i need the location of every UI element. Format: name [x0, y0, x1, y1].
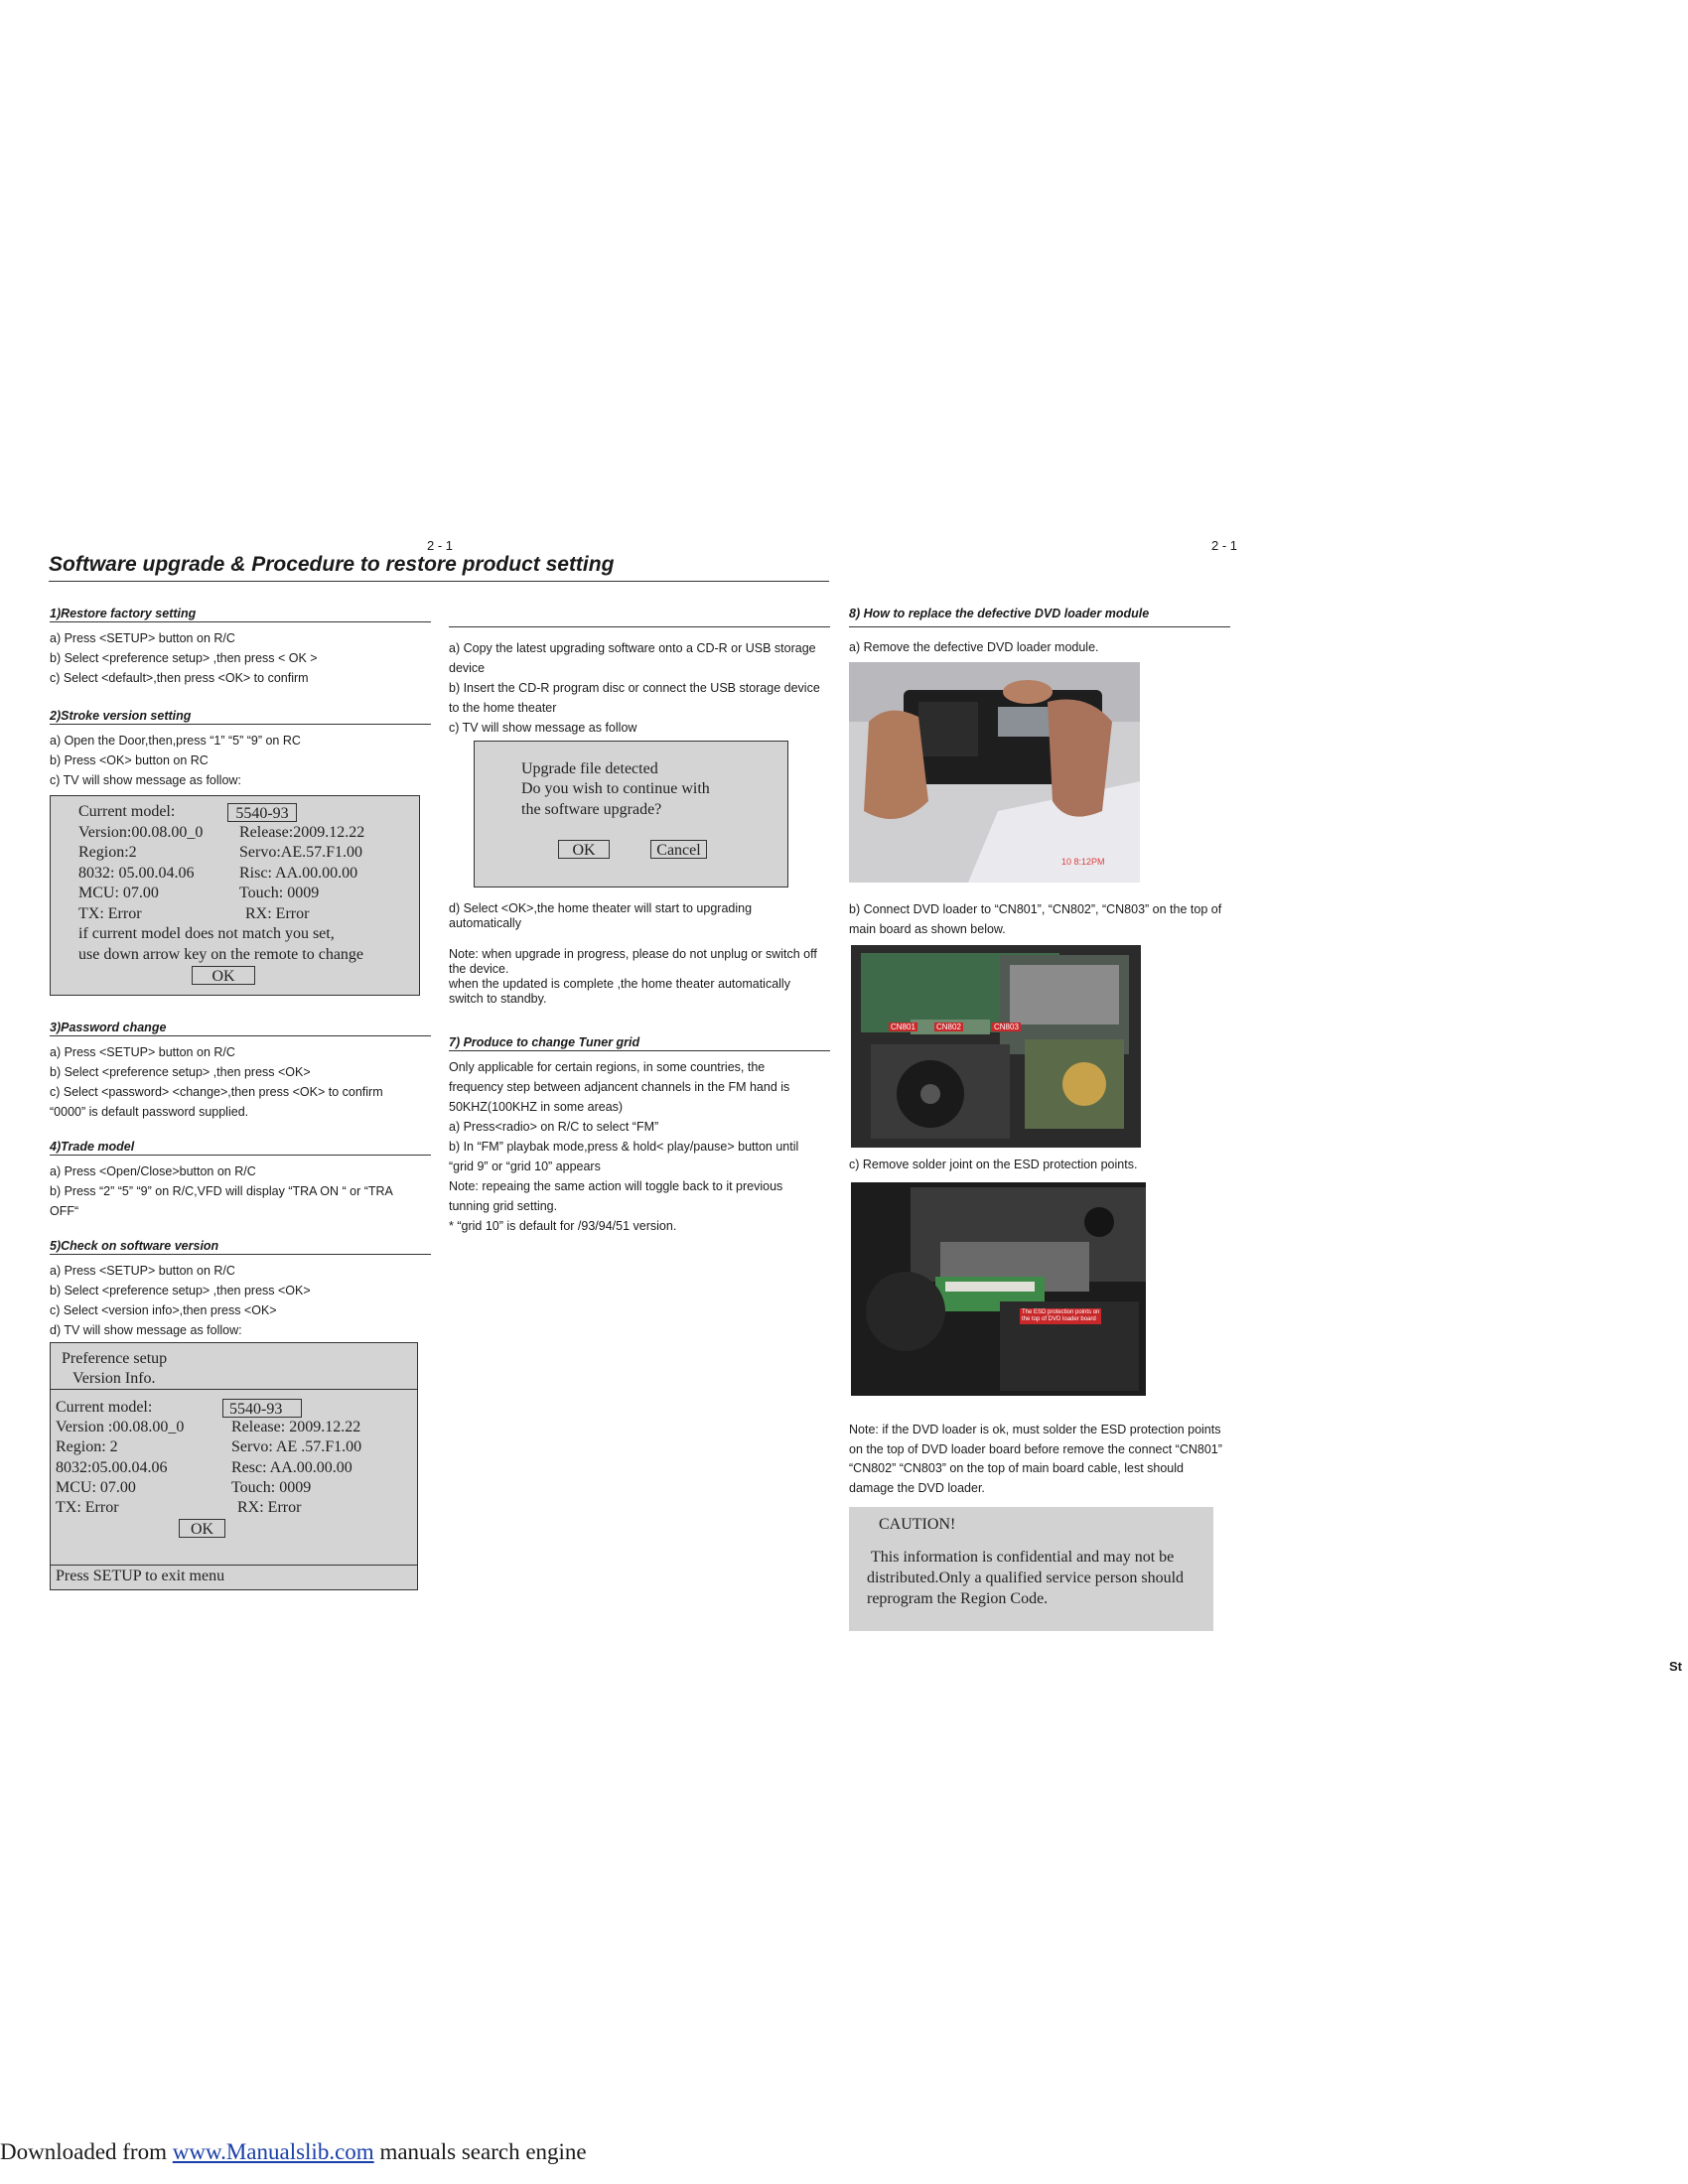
- release-text: Release:2009.12.22: [239, 824, 365, 841]
- section-divider: [449, 1050, 830, 1051]
- section-heading-password-change: 3)Password change: [50, 1021, 167, 1034]
- caution-line: This information is confidential and may not be: [871, 1549, 1175, 1566]
- section-restore-factory-steps: [50, 628, 318, 688]
- step-line: automatically: [449, 916, 521, 930]
- current-model-label: Current model:: [78, 803, 176, 820]
- footer-suffix: manuals search engine: [373, 2139, 587, 2164]
- page-number-left: 2 - 1: [427, 538, 454, 553]
- tv-message-panel-version-info: [50, 1342, 418, 1590]
- section-upgrade-steps: [449, 638, 820, 738]
- photo-esd-points-image: [851, 1182, 1146, 1396]
- section-heading-tuner-grid: 7) Produce to change Tuner grid: [449, 1035, 640, 1049]
- connector-label: CN802: [936, 1023, 961, 1031]
- note-line: when the updated is complete ,the home theater automatically: [449, 977, 790, 991]
- photo-remove-loader: [849, 662, 1140, 883]
- step-line: b) In “FM” playbak mode,press & hold< play/pause> button until: [449, 1140, 799, 1154]
- upgrade-message-line: Do you wish to continue with: [521, 780, 710, 797]
- section-divider: [50, 1155, 431, 1156]
- step-line: a) Press <Open/Close>button on R/C: [50, 1164, 256, 1178]
- step-line: “grid 9” or “grid 10” appears: [449, 1160, 601, 1173]
- corner-text: St: [1669, 1659, 1682, 1674]
- section-heading-trade-model: 4)Trade model: [50, 1140, 135, 1154]
- section-divider: [449, 626, 830, 627]
- step-line: c) Select <default>,then press <OK> to confirm: [50, 671, 309, 685]
- step-line: a) Press <SETUP> button on R/C: [50, 631, 235, 645]
- panel-header-title: Preference setup: [62, 1350, 168, 1367]
- version-text: Version:00.08.00_0: [78, 824, 204, 841]
- upgrade-note: [449, 947, 817, 1007]
- mcu-text: MCU: 07.00: [56, 1479, 136, 1496]
- page-title: Software upgrade & Procedure to restore product setting: [49, 553, 615, 576]
- step-line: b) Insert the CD-R program disc or connect the USB storage device: [449, 681, 820, 695]
- photo-remove-loader-image: [849, 662, 1140, 883]
- panel-message-line: use down arrow key on the remote to change: [78, 946, 364, 963]
- esd-callout-line: the top of DVD loader board: [1022, 1316, 1096, 1322]
- connector-label: CN801: [891, 1023, 915, 1031]
- step-remove-solder: c) Remove solder joint on the ESD protection points.: [849, 1158, 1138, 1171]
- note-line: damage the DVD loader.: [849, 1480, 985, 1495]
- step-line: b) Select <preference setup> ,then press <OK>: [50, 1065, 311, 1079]
- step-line: * “grid 10” is default for /93/94/51 version.: [449, 1219, 677, 1233]
- release-text: Release: 2009.12.22: [231, 1419, 361, 1435]
- step-line: d) TV will show message as follow:: [50, 1323, 242, 1337]
- section-trade-model-steps: [50, 1161, 393, 1221]
- step-line: b) Press <OK> button on RC: [50, 753, 209, 767]
- esd-callout-line: The ESD protection points on: [1022, 1309, 1100, 1315]
- note-line: Note: if the DVD loader is ok, must solder the ESD protection points: [849, 1423, 1221, 1436]
- region-text: Region: 2: [56, 1438, 118, 1455]
- step-line: a) Press <SETUP> button on R/C: [50, 1264, 235, 1278]
- servo-text: Servo: AE .57.F1.00: [231, 1438, 362, 1455]
- photo-esd-points: [851, 1182, 1146, 1396]
- version-text: Version :00.08.00_0: [56, 1419, 185, 1435]
- chip-text: 8032:05.00.04.06: [56, 1459, 168, 1476]
- note-line: “CN802” “CN803” on the top of main board cable, lest should: [849, 1461, 1184, 1475]
- step-line: tunning grid setting.: [449, 1199, 558, 1213]
- section-check-software-steps: [50, 1261, 311, 1340]
- touch-text: Touch: 0009: [239, 885, 320, 901]
- section-divider: [50, 621, 431, 622]
- note-line: on the top of DVD loader board before remove the connect “CN801”: [849, 1441, 1222, 1456]
- step-line: 50KHZ(100KHZ in some areas): [449, 1100, 624, 1114]
- step-line: device: [449, 661, 486, 675]
- caution-title: CAUTION!: [879, 1516, 956, 1533]
- upgrade-message-line: Upgrade file detected: [521, 760, 658, 777]
- caution-line: distributed.Only a qualified service person should: [867, 1570, 1185, 1586]
- panel-divider: [51, 1389, 417, 1390]
- manualslib-link[interactable]: www.Manualslib.com: [172, 2139, 374, 2164]
- caution-box: [849, 1507, 1213, 1631]
- section-heading-replace-loader: 8) How to replace the defective DVD loader module: [849, 607, 1150, 620]
- current-model-label: Current model:: [56, 1399, 153, 1416]
- photo-main-board: [851, 945, 1141, 1148]
- section-heading-restore-factory: 1)Restore factory setting: [50, 607, 197, 620]
- section-stroke-version-steps: [50, 731, 301, 790]
- note-line: switch to standby.: [449, 992, 547, 1006]
- tv-message-panel-stroke: [50, 795, 420, 996]
- connector-label: CN803: [994, 1023, 1019, 1031]
- resc-text: Resc: AA.00.00.00: [231, 1459, 352, 1476]
- section-divider: [849, 626, 1230, 627]
- caution-line: reprogram the Region Code.: [867, 1590, 1049, 1607]
- cancel-button[interactable]: Cancel: [650, 840, 707, 859]
- servo-text: Servo:AE.57.F1.00: [239, 844, 362, 861]
- step-line: b) Select <preference setup> ,then press <OK>: [50, 1284, 311, 1297]
- step-line: main board as shown below.: [849, 922, 1006, 936]
- step-line: OFF“: [50, 1204, 79, 1218]
- touch-text: Touch: 0009: [231, 1479, 312, 1496]
- current-model-value: 5540-93: [227, 803, 297, 822]
- section-password-steps: [50, 1042, 383, 1122]
- upgrade-message-line: the software upgrade?: [521, 801, 662, 818]
- step-line: b) Press “2” “5” “9” on R/C,VFD will display “TRA ON “ or “TRA: [50, 1184, 393, 1198]
- tv-message-panel-upgrade: [474, 741, 788, 887]
- step-line: a) Copy the latest upgrading software onto a CD-R or USB storage: [449, 641, 816, 655]
- footer-prefix: Downloaded from: [0, 2139, 173, 2164]
- step-line: c) TV will show message as follow: [449, 721, 637, 735]
- mcu-text: MCU: 07.00: [78, 885, 159, 901]
- panel-divider: [51, 1565, 417, 1566]
- esd-callout: [1020, 1308, 1101, 1324]
- step-line: Note: repeaing the same action will toggle back to it previous: [449, 1179, 783, 1193]
- step-line: b) Select <preference setup> ,then press < OK >: [50, 651, 318, 665]
- photo-timestamp: 10 8:12PM: [1061, 857, 1105, 867]
- download-footer: [0, 2139, 587, 2165]
- note-line: Note: when upgrade in progress, please do not unplug or switch off: [449, 947, 817, 961]
- upgrade-after-steps: [449, 901, 752, 931]
- step-line: c) Select <password> <change>,then press <OK> to confirm: [50, 1085, 383, 1099]
- rx-text: RX: Error: [237, 1499, 302, 1516]
- section-divider: [50, 724, 431, 725]
- step-remove-loader: a) Remove the defective DVD loader module.: [849, 640, 1099, 654]
- step-line: to the home theater: [449, 701, 557, 715]
- rx-text: RX: Error: [245, 905, 310, 922]
- tx-text: TX: Error: [78, 905, 142, 922]
- loader-note: [849, 1421, 1222, 1498]
- chip-text: 8032: 05.00.04.06: [78, 865, 195, 882]
- ok-button[interactable]: OK: [179, 1519, 225, 1538]
- section-heading-check-software: 5)Check on software version: [50, 1239, 219, 1253]
- ok-button[interactable]: OK: [558, 840, 610, 859]
- step-line: d) Select <OK>,the home theater will start to upgrading: [449, 901, 753, 915]
- section-divider: [50, 1035, 431, 1036]
- step-line: Only applicable for certain regions, in some countries, the: [449, 1060, 766, 1074]
- panel-message-line: if current model does not match you set,: [78, 925, 335, 942]
- step-line: frequency step between adjancent channels in the FM hand is: [449, 1080, 790, 1094]
- photo-main-board-image: [851, 945, 1141, 1148]
- note-line: the device.: [449, 962, 509, 976]
- step-line: b) Connect DVD loader to “CN801”, “CN802”, “CN803” on the top of: [849, 902, 1222, 916]
- panel-header-subtitle: Version Info.: [72, 1370, 156, 1387]
- tx-text: TX: Error: [56, 1499, 119, 1516]
- step-connect-loader: [849, 899, 1221, 939]
- page-number-right: 2 - 1: [1211, 538, 1238, 553]
- region-text: Region:2: [78, 844, 137, 861]
- step-line: a) Press<radio> on R/C to select “FM”: [449, 1120, 659, 1134]
- step-line: c) Select <version info>,then press <OK>: [50, 1303, 277, 1317]
- section-tuner-grid-steps: [449, 1057, 798, 1236]
- panel-footer-text: Press SETUP to exit menu: [56, 1568, 225, 1584]
- step-line: a) Press <SETUP> button on R/C: [50, 1045, 235, 1059]
- risc-text: Risc: AA.00.00.00: [239, 865, 358, 882]
- step-line: c) TV will show message as follow:: [50, 773, 241, 787]
- step-line: “0000” is default password supplied.: [50, 1105, 249, 1119]
- current-model-value: 5540-93: [222, 1399, 302, 1418]
- ok-button[interactable]: OK: [192, 966, 255, 985]
- step-line: a) Open the Door,then,press “1” “5” “9” on RC: [50, 734, 301, 748]
- section-heading-stroke-version: 2)Stroke version setting: [50, 709, 192, 723]
- section-divider: [50, 1254, 431, 1255]
- title-divider: [49, 581, 829, 582]
